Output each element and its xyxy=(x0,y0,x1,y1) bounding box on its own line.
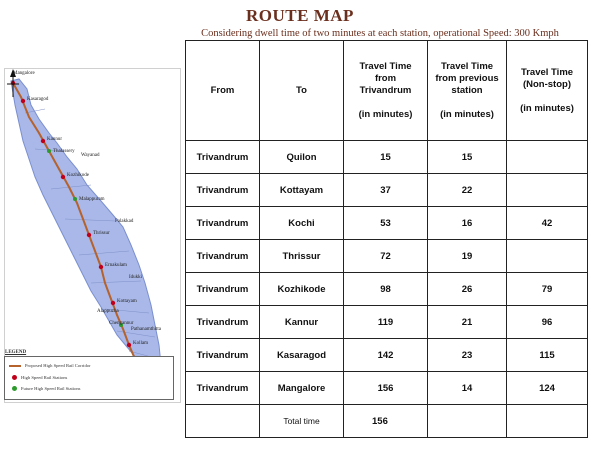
cell-from: Trivandrum xyxy=(186,174,260,207)
cell-nonstop: 115 xyxy=(507,339,588,372)
cell-from: Trivandrum xyxy=(186,240,260,273)
future-station-thalassery xyxy=(47,149,51,153)
legend-stations-label: High Speed Rail Stations xyxy=(21,375,68,380)
cell-nonstop xyxy=(507,174,588,207)
header-non-stop: Travel Time (Non-stop) (in minutes) xyxy=(507,41,588,141)
page-title: ROUTE MAP xyxy=(246,6,354,25)
header-to: To xyxy=(260,41,344,141)
legend-row-stations xyxy=(9,374,67,382)
table-row xyxy=(186,273,588,306)
legend-title: LEGEND xyxy=(5,350,27,355)
cell-nonstop: 96 xyxy=(507,306,588,339)
total-label: Total time xyxy=(260,405,344,438)
cell-from: Trivandrum xyxy=(186,339,260,372)
cell-blank xyxy=(507,405,588,438)
station-dot-icon xyxy=(12,375,17,380)
cell-blank xyxy=(186,405,260,438)
cell-from-tvm: 119 xyxy=(344,306,428,339)
legend-row-corridor xyxy=(9,362,91,370)
legend-corridor-label: Proposed High Speed Rail Corridor xyxy=(25,363,91,368)
table-row xyxy=(186,339,588,372)
cell-from: Trivandrum xyxy=(186,273,260,306)
cell-to: Kasaragod xyxy=(260,339,344,372)
table-row xyxy=(186,141,588,174)
page-subtitle: Considering dwell time of two minutes at each station, operational Speed: 300 Kmph xyxy=(201,28,559,39)
cell-nonstop xyxy=(507,141,588,174)
station-kollam xyxy=(127,343,131,347)
legend-row-future xyxy=(9,385,80,393)
cell-blank xyxy=(428,405,507,438)
city-label-ernakulam: Ernakulam xyxy=(105,263,127,268)
cell-nonstop: 42 xyxy=(507,207,588,240)
cell-from-prev: 16 xyxy=(428,207,507,240)
cell-from: Trivandrum xyxy=(186,141,260,174)
station-kozhikode xyxy=(61,175,65,179)
cell-nonstop xyxy=(507,240,588,273)
map-legend xyxy=(4,350,174,400)
cell-from: Trivandrum xyxy=(186,372,260,405)
cell-from-prev: 14 xyxy=(428,372,507,405)
cell-from-prev: 22 xyxy=(428,174,507,207)
route-table xyxy=(185,40,588,438)
total-value: 156 xyxy=(344,405,428,438)
station-kannur xyxy=(41,139,45,143)
cell-from: Trivandrum xyxy=(186,306,260,339)
future-station-malappuram xyxy=(73,197,77,201)
legend-future-label: Future High Speed Rail Stations xyxy=(21,386,81,391)
corridor-swatch-icon xyxy=(9,365,21,367)
cell-from-tvm: 37 xyxy=(344,174,428,207)
table-row xyxy=(186,207,588,240)
cell-from-tvm: 53 xyxy=(344,207,428,240)
cell-nonstop: 79 xyxy=(507,273,588,306)
city-label-kozhikode: Kozhikode xyxy=(67,173,89,178)
city-label-kollam: Kollam xyxy=(133,341,148,346)
cell-from-prev: 23 xyxy=(428,339,507,372)
city-label-palakkad: Palakkad xyxy=(115,219,134,224)
table-row xyxy=(186,306,588,339)
city-label-pathanamthitta: Pathanamthitta xyxy=(131,327,161,332)
city-label-idukki: Idukki xyxy=(129,275,143,280)
table-row xyxy=(186,174,588,207)
city-label-thalassery: Thalassery xyxy=(53,149,75,154)
cell-to: Quilon xyxy=(260,141,344,174)
station-kasaragod xyxy=(21,99,25,103)
cell-to: Kozhikode xyxy=(260,273,344,306)
station-ernakulam xyxy=(99,265,103,269)
city-label-thrissur: Thrissur xyxy=(93,231,110,236)
future-station-dot-icon xyxy=(12,386,17,391)
station-kottayam xyxy=(111,301,115,305)
cell-nonstop: 124 xyxy=(507,372,588,405)
cell-to: Thrissur xyxy=(260,240,344,273)
city-label-kottayam: Kottayam xyxy=(117,299,137,304)
station-thrissur xyxy=(87,233,91,237)
cell-from-tvm: 15 xyxy=(344,141,428,174)
city-label-chengannur: Chengannur xyxy=(109,321,134,326)
header-from-previous: Travel Time from previous station (in minutes) xyxy=(428,41,507,141)
cell-to: Kottayam xyxy=(260,174,344,207)
city-label-mangalore: Mangalore xyxy=(13,71,35,76)
total-row xyxy=(186,405,588,438)
cell-from-tvm: 156 xyxy=(344,372,428,405)
city-label-kasaragod: Kasaragod xyxy=(27,97,49,102)
cell-to: Kochi xyxy=(260,207,344,240)
city-label-malappuram: Malappuram xyxy=(79,197,105,202)
cell-from-tvm: 72 xyxy=(344,240,428,273)
cell-to: Mangalore xyxy=(260,372,344,405)
cell-from-tvm: 142 xyxy=(344,339,428,372)
table-row xyxy=(186,240,588,273)
cell-to: Kannur xyxy=(260,306,344,339)
cell-from: Trivandrum xyxy=(186,207,260,240)
city-label-alappuzha: Alappuzha xyxy=(97,309,119,314)
header-from-trivandrum: Travel Time from Trivandrum (in minutes) xyxy=(344,41,428,141)
cell-from-prev: 21 xyxy=(428,306,507,339)
header-from: From xyxy=(186,41,260,141)
table-row xyxy=(186,372,588,405)
cell-from-prev: 15 xyxy=(428,141,507,174)
cell-from-tvm: 98 xyxy=(344,273,428,306)
city-label-wayanad: Wayanad xyxy=(81,153,100,158)
cell-from-prev: 26 xyxy=(428,273,507,306)
table-header-row xyxy=(186,41,588,141)
cell-from-prev: 19 xyxy=(428,240,507,273)
city-label-kannur: Kannur xyxy=(47,137,62,142)
